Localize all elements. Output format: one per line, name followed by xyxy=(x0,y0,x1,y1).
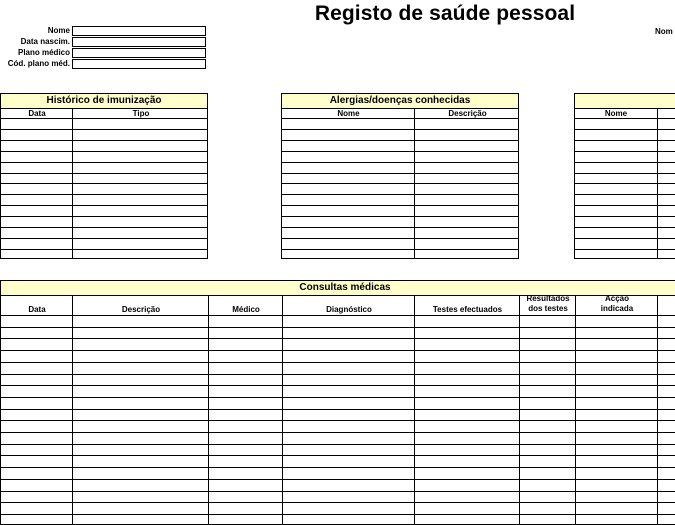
consultations-row-line xyxy=(1,432,675,433)
consultations-column-divider xyxy=(282,295,283,524)
consultations-title: Consultas médicas xyxy=(1,281,675,296)
medications-title xyxy=(575,94,675,109)
immunization-row-line xyxy=(1,205,207,206)
medications-row-line xyxy=(575,173,675,174)
consultations-row-line xyxy=(1,491,675,492)
plan-code-label: Cód. plano méd. xyxy=(7,59,70,68)
medical-plan-label: Plano médico xyxy=(17,48,70,57)
page-title: Registo de saúde pessoal xyxy=(314,2,576,25)
consultations-column-divider xyxy=(414,295,415,524)
consultations-column-divider xyxy=(657,295,658,524)
immunization-title: Histórico de imunização xyxy=(1,94,207,109)
consultations-row-line xyxy=(1,350,675,351)
medications-row-line xyxy=(575,162,675,163)
immunization-col-type: Tipo xyxy=(132,109,150,118)
immunization-row-line xyxy=(1,162,207,163)
allergies-table xyxy=(281,93,519,259)
immunization-table xyxy=(0,93,208,259)
medications-table xyxy=(574,93,675,259)
allergies-row-line xyxy=(282,151,518,152)
allergies-row-line xyxy=(282,162,518,163)
consultations-row-line xyxy=(1,467,675,468)
consult-col-diagnosis: Diagnóstico xyxy=(326,305,372,314)
consultations-row-line xyxy=(1,409,675,410)
consultations-row-line xyxy=(1,362,675,363)
consultations-column-divider xyxy=(72,295,73,524)
birthdate-label: Data nascim. xyxy=(20,37,70,46)
medications-row-line xyxy=(575,205,675,206)
medications-col-name: Nome xyxy=(604,109,628,118)
consultations-row-line xyxy=(1,315,675,316)
medications-row-line xyxy=(575,216,675,217)
medical-plan-field[interactable] xyxy=(72,48,206,58)
medications-row-line xyxy=(575,194,675,195)
immunization-row-line xyxy=(1,238,207,239)
consultations-row-line xyxy=(1,338,675,339)
immunization-row-line xyxy=(1,227,207,228)
allergies-row-line xyxy=(282,238,518,239)
medications-row-line xyxy=(575,151,675,152)
allergies-row-line xyxy=(282,194,518,195)
allergies-row-line xyxy=(282,118,518,119)
allergies-row-line xyxy=(282,183,518,184)
right-name-label: Nom xyxy=(655,27,673,36)
consult-col-description: Descrição xyxy=(121,305,161,314)
consultations-column-divider xyxy=(519,295,520,524)
medications-row-line xyxy=(575,249,675,250)
allergies-col-description: Descrição xyxy=(448,109,487,118)
consult-col-action: Acção indicada xyxy=(600,294,634,313)
allergies-title: Alergias/doenças conhecidas xyxy=(282,94,518,109)
allergies-row-line xyxy=(282,129,518,130)
medications-row-line xyxy=(575,140,675,141)
name-label: Nome xyxy=(47,26,70,35)
consult-col-tests: Testes efectuados xyxy=(432,305,503,314)
allergies-col-name: Nome xyxy=(337,109,360,118)
allergies-row-line xyxy=(282,205,518,206)
consultations-row-line xyxy=(1,502,675,503)
immunization-row-line xyxy=(1,173,207,174)
immunization-row-line xyxy=(1,118,207,119)
name-field[interactable] xyxy=(72,26,206,36)
consultations-row-line xyxy=(1,385,675,386)
immunization-row-line xyxy=(1,129,207,130)
allergies-row-line xyxy=(282,249,518,250)
consultations-row-line xyxy=(1,444,675,445)
medications-row-line xyxy=(575,238,675,239)
allergies-row-line xyxy=(282,140,518,141)
medications-row-line xyxy=(575,183,675,184)
consultations-column-divider xyxy=(575,295,576,524)
consult-col-doctor: Médico xyxy=(232,305,260,314)
birthdate-field[interactable] xyxy=(72,37,206,47)
immunization-row-line xyxy=(1,249,207,250)
consult-col-results: Resultados dos testes xyxy=(526,294,570,313)
consult-col-date: Data xyxy=(28,305,46,314)
consultations-row-line xyxy=(1,327,675,328)
consultations-row-line xyxy=(1,374,675,375)
consultations-row-line xyxy=(1,397,675,398)
consultations-row-line xyxy=(1,479,675,480)
immunization-row-line xyxy=(1,183,207,184)
immunization-row-line xyxy=(1,140,207,141)
consultations-table xyxy=(0,280,675,525)
plan-code-field[interactable] xyxy=(72,59,206,69)
allergies-row-line xyxy=(282,227,518,228)
immunization-col-date: Data xyxy=(28,109,46,118)
immunization-row-line xyxy=(1,194,207,195)
consultations-row-line xyxy=(1,455,675,456)
consultations-row-line xyxy=(1,420,675,421)
consultations-column-divider xyxy=(208,295,209,524)
allergies-row-line xyxy=(282,216,518,217)
medications-row-line xyxy=(575,118,675,119)
medications-row-line xyxy=(575,227,675,228)
consultations-row-line xyxy=(1,514,675,515)
allergies-row-line xyxy=(282,173,518,174)
medications-row-line xyxy=(575,129,675,130)
immunization-row-line xyxy=(1,151,207,152)
immunization-row-line xyxy=(1,216,207,217)
